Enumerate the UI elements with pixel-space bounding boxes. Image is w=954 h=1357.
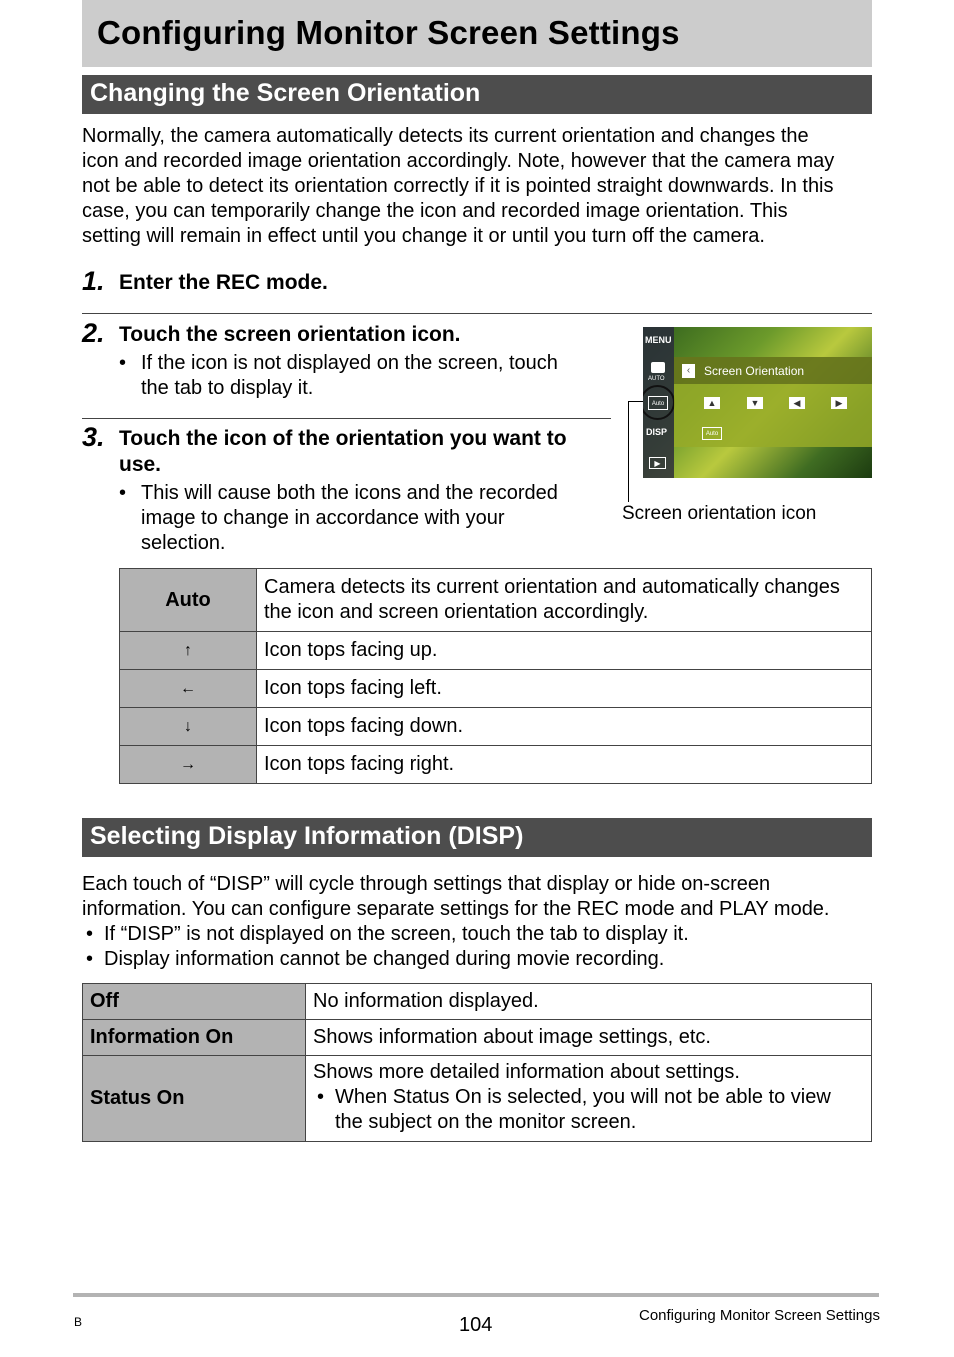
step-title-line: use. [119,453,162,476]
intro-line: Each touch of “DISP” will cycle through settings that display or hide on-screen [82,873,771,895]
bullet-dot: • [86,923,94,945]
intro-line: information. You can configure separate settings for the REC mode and PLAY mode. [82,898,830,920]
table-value: Shows more detailed information about settings. • When Status On is selected, you will not be able to view the subject on the monitor screen. [306,1056,872,1142]
footer-chapter: Configuring Monitor Screen Settings [639,1307,880,1324]
bullet-line: This will cause both the icons and the recorded [141,482,558,504]
divider [82,418,611,419]
step-bullet [119,351,609,401]
intro-line: Normally, the camera automatically detects its current orientation and changes the [82,125,809,147]
section-heading-disp [82,818,872,857]
table-row [120,746,872,784]
panel-title: Screen Orientation [704,364,805,378]
table-value: Icon tops facing up. [257,632,872,670]
table-value: Icon tops facing right. [257,746,872,784]
bullet-line: the tab to display it. [141,377,314,399]
step-number: 1. [82,266,105,296]
bullet-dot: • [119,482,127,504]
table-key: Information On [83,1020,306,1056]
bullet-line: If the icon is not displayed on the screen, touch [141,352,558,374]
table-value: Shows information about image settings, etc. [306,1020,872,1056]
list-item: • Display information cannot be changed during movie recording. [86,948,665,970]
table-value: Icon tops facing down. [257,708,872,746]
arrow-right-icon[interactable]: ▶ [831,397,847,409]
table-row [120,670,872,708]
page-number: 104 [459,1314,493,1336]
table-row [120,632,872,670]
step-title [119,426,619,478]
arrow-left-icon[interactable]: ◀ [789,397,805,409]
table-row [120,708,872,746]
bullet-line: image to change in accordance with your [141,507,505,529]
intro-line: case, you can temporarily change the icon and recorded image orientation. This [82,200,788,222]
bullet-dot: • [317,1086,325,1108]
auto-orientation-icon[interactable]: Auto [702,427,722,440]
bullet-line: selection. [141,532,226,554]
step-title: Enter the REC mode. [119,271,328,294]
orientation-intro [82,124,874,249]
footer-rule [73,1293,879,1297]
divider [82,313,872,314]
arrow-down-icon[interactable]: ▼ [747,397,763,409]
screen-orientation-icon[interactable]: Auto [648,396,668,410]
section-heading-text: Changing the Screen Orientation [90,79,481,107]
section-heading-orientation [82,75,872,114]
intro-line: not be able to detect its orientation correctly if it is pointed straight downwards. In this [82,175,834,197]
orientation-table [119,568,872,784]
step-bullet [119,481,609,556]
table-value: Icon tops facing left. [257,670,872,708]
table-key: Status On [83,1056,306,1142]
table-row [83,1056,872,1142]
back-chevron-icon[interactable]: ‹ [682,364,695,378]
intro-line: icon and recorded image orientation accordingly. Note, however that the camera may [82,150,835,172]
bullet-dot: • [86,948,94,970]
section-heading-text: Selecting Display Information (DISP) [90,822,524,850]
table-value: No information displayed. [306,984,872,1020]
table-key: Off [83,984,306,1020]
callout-line [628,401,629,502]
figure-caption: Screen orientation icon [622,503,817,524]
intro-line: setting will remain in effect until you change it or until you turn off the camera. [82,225,765,247]
menu-label: MENU [645,335,672,345]
table-row [83,984,872,1020]
table-row [83,1020,872,1056]
arrow-right-icon: → [120,746,257,784]
table-key: Auto [120,569,257,632]
disp-table [82,983,872,1142]
step-title: Touch the screen orientation icon. [119,323,461,346]
footer-left: B [74,1315,83,1329]
page-title-bar [82,0,872,67]
step-title-line: Touch the icon of the orientation you want to [119,427,567,450]
disp-intro [82,872,874,922]
camera-icon [651,362,665,373]
step-number: 2. [82,318,105,348]
table-row [120,569,872,632]
disp-label: DISP [646,427,668,437]
bullet-dot: • [119,352,127,374]
list-item: • When Status On is selected, you will not be able to view the subject on the monitor screen. [317,1086,831,1133]
table-value: Camera detects its current orientation and automatically changes the icon and screen orientation accordingly. [257,569,872,632]
auto-mode-label: AUTO [648,376,665,382]
page-title: Configuring Monitor Screen Settings [97,14,680,51]
camera-screen-figure [643,327,872,478]
arrow-up-icon: ↑ [120,632,257,670]
callout-line [628,401,643,402]
play-icon: ▶ [649,457,666,469]
list-item: • If “DISP” is not displayed on the screen, touch the tab to display it. [86,923,689,945]
arrow-left-icon: ← [120,670,257,708]
arrow-up-icon[interactable]: ▲ [704,397,720,409]
arrow-down-icon: ↓ [120,708,257,746]
step-number: 3. [82,422,105,452]
